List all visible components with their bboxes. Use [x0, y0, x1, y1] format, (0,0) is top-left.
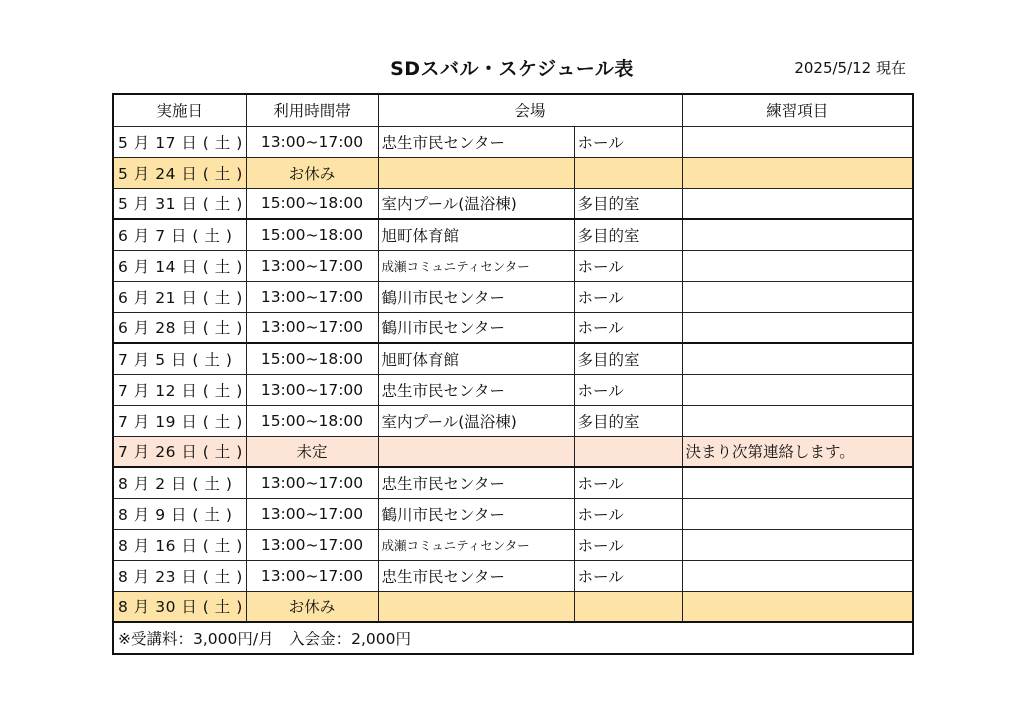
header-date: 実施日 — [113, 94, 246, 126]
date-cell: 8 月 16 日 ( 土 ) — [113, 529, 246, 560]
venue-cell: 忠生市民センター — [378, 126, 574, 157]
date-cell: 6 月 21 日 ( 土 ) — [113, 281, 246, 312]
table-row — [113, 467, 913, 498]
room-cell: ホール — [574, 560, 682, 591]
as-of-date: 2025/5/12 現在 — [794, 59, 906, 77]
room-cell: ホール — [574, 281, 682, 312]
practice-item-cell — [682, 126, 913, 157]
time-cell: 13:00~17:00 — [246, 374, 378, 405]
date-cell: 7 月 19 日 ( 土 ) — [113, 405, 246, 436]
time-cell: お休み — [246, 591, 378, 622]
date-cell: 5 月 24 日 ( 土 ) — [113, 157, 246, 188]
time-cell: 15:00~18:00 — [246, 219, 378, 250]
venue-cell: 室内プール(温浴棟) — [378, 188, 574, 219]
table-row — [113, 188, 913, 219]
date-cell: 6 月 14 日 ( 土 ) — [113, 250, 246, 281]
header-practice-item: 練習項目 — [682, 94, 913, 126]
date-cell: 8 月 30 日 ( 土 ) — [113, 591, 246, 622]
venue-cell: 旭町体育館 — [378, 343, 574, 374]
venue-cell: 室内プール(温浴棟) — [378, 405, 574, 436]
date-cell: 8 月 23 日 ( 土 ) — [113, 560, 246, 591]
table-row — [113, 405, 913, 436]
practice-item-cell — [682, 312, 913, 343]
date-cell: 5 月 17 日 ( 土 ) — [113, 126, 246, 157]
time-cell: 13:00~17:00 — [246, 281, 378, 312]
practice-item-cell — [682, 374, 913, 405]
practice-item-cell — [682, 188, 913, 219]
table-row — [113, 281, 913, 312]
time-cell: 13:00~17:00 — [246, 560, 378, 591]
venue-cell — [378, 157, 574, 188]
room-cell: 多目的室 — [574, 188, 682, 219]
room-cell: ホール — [574, 467, 682, 498]
fee-footnote: ※受講料：3,000円/月 入会金：2,000円 — [113, 622, 913, 654]
header-time: 利用時間帯 — [246, 94, 378, 126]
practice-item-cell — [682, 157, 913, 188]
room-cell — [574, 436, 682, 467]
table-row — [113, 560, 913, 591]
practice-item-cell — [682, 343, 913, 374]
time-cell: 13:00~17:00 — [246, 498, 378, 529]
table-row — [113, 250, 913, 281]
venue-cell: 忠生市民センター — [378, 467, 574, 498]
venue-cell: 忠生市民センター — [378, 374, 574, 405]
practice-item-cell — [682, 250, 913, 281]
venue-cell: 忠生市民センター — [378, 560, 574, 591]
date-cell: 6 月 7 日 ( 土 ) — [113, 219, 246, 250]
venue-cell: 鶴川市民センター — [378, 498, 574, 529]
practice-item-cell — [682, 591, 913, 622]
practice-item-cell — [682, 498, 913, 529]
table-row — [113, 498, 913, 529]
footnote-row — [113, 622, 913, 654]
table-row — [113, 529, 913, 560]
time-cell: 未定 — [246, 436, 378, 467]
room-cell: 多目的室 — [574, 405, 682, 436]
time-cell: 13:00~17:00 — [246, 312, 378, 343]
venue-cell: 成瀬コミュニティセンター — [378, 250, 574, 281]
room-cell — [574, 591, 682, 622]
schedule-table — [112, 93, 914, 655]
table-row — [113, 591, 913, 622]
venue-cell — [378, 591, 574, 622]
date-cell: 8 月 9 日 ( 土 ) — [113, 498, 246, 529]
date-cell: 6 月 28 日 ( 土 ) — [113, 312, 246, 343]
room-cell: ホール — [574, 312, 682, 343]
room-cell: ホール — [574, 250, 682, 281]
room-cell: 多目的室 — [574, 343, 682, 374]
time-cell: 15:00~18:00 — [246, 343, 378, 374]
date-cell: 5 月 31 日 ( 土 ) — [113, 188, 246, 219]
date-cell: 7 月 26 日 ( 土 ) — [113, 436, 246, 467]
header-venue: 会場 — [378, 94, 682, 126]
header-row — [113, 94, 913, 126]
practice-item-cell — [682, 405, 913, 436]
time-cell: 13:00~17:00 — [246, 126, 378, 157]
practice-item-cell — [682, 467, 913, 498]
room-cell — [574, 157, 682, 188]
room-cell: ホール — [574, 529, 682, 560]
practice-item-cell — [682, 529, 913, 560]
room-cell: 多目的室 — [574, 219, 682, 250]
time-cell: 13:00~17:00 — [246, 250, 378, 281]
venue-cell: 鶴川市民センター — [378, 312, 574, 343]
venue-cell: 成瀬コミュニティセンター — [378, 529, 574, 560]
practice-item-cell — [682, 281, 913, 312]
schedule-sheet — [112, 93, 912, 670]
table-row — [113, 374, 913, 405]
table-row — [113, 219, 913, 250]
room-cell: ホール — [574, 126, 682, 157]
practice-item-cell — [682, 219, 913, 250]
room-cell: ホール — [574, 498, 682, 529]
time-cell: お休み — [246, 157, 378, 188]
time-cell: 15:00~18:00 — [246, 405, 378, 436]
venue-cell: 鶴川市民センター — [378, 281, 574, 312]
venue-cell — [378, 436, 574, 467]
page-title: SDスバル・スケジュール表 — [390, 58, 634, 80]
date-cell: 8 月 2 日 ( 土 ) — [113, 467, 246, 498]
table-row — [113, 126, 913, 157]
schedule-body — [113, 126, 913, 622]
table-row — [113, 312, 913, 343]
venue-cell: 旭町体育館 — [378, 219, 574, 250]
time-cell: 13:00~17:00 — [246, 529, 378, 560]
date-cell: 7 月 12 日 ( 土 ) — [113, 374, 246, 405]
practice-item-cell: 決まり次第連絡します。 — [682, 436, 913, 467]
time-cell: 13:00~17:00 — [246, 467, 378, 498]
time-cell: 15:00~18:00 — [246, 188, 378, 219]
table-row — [113, 157, 913, 188]
table-row — [113, 436, 913, 467]
date-cell: 7 月 5 日 ( 土 ) — [113, 343, 246, 374]
practice-item-cell — [682, 560, 913, 591]
room-cell: ホール — [574, 374, 682, 405]
table-row — [113, 343, 913, 374]
